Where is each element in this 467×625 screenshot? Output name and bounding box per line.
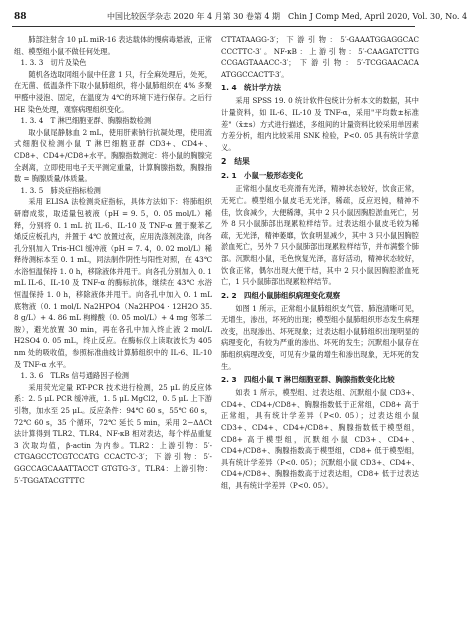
subsubsection-heading: 1. 3. 3 切片及染色 xyxy=(20,58,87,68)
right-column xyxy=(221,34,419,492)
paragraph: CTTATAAGG-3′；下游引物：5′-GAAATGGAGGCAC CCCTTC-3′。NF-κB：上游引物：5′-CAAGATCTTG CCGAGTAAACC-3′；下游引物：5′-TCGGAACACA ATGGCCACTT-3′。 xyxy=(221,35,419,79)
paragraph: 采用 SPSS 19. 0 统计软件包统计分析本文的数据，其中计量资料，如 IL-6、IL-10 及 TNF-α，采用"平均数±标准差"（x̄±s）方式进行描述，多组间的计量资料比较采用单因素方差分析，组内比较采用 SNK 检验，P<0. 05 具有统计学意义。 xyxy=(221,96,419,152)
paragraph: 采用荧光定量 RT-PCR 技术进行检测，25 μL 的反应体系：2. 5 μL PCR 缓冲液，1. 5 μL MgCl2，0. 5 μL 上下游引物，加水至 25 μL。反应条件：94℃ 60 s，55℃ 60 s，72℃ 60 s，35 个循环，72℃ 延长 5 min，采用 2−ΔΔCt 法计算得到 TLR2、TLR4、NF-κB 相对表达，每个样品重复 3 次取均值，β-actin 为内参。TLR2：上游引物：5′-CTGAGCCTCGTCCATG CCACTC-3′；下游引物：5′-GGCCAGCAAATTACCT GTGTG-3′。TLR4：上游引物：5′-TGGATACGTTTC xyxy=(14,382,212,485)
paragraph: 取小鼠尾静脉血 2 mL，使用肝素钠行抗凝处理，使用流式细胞仪检测小鼠 T 淋巴细胞亚群 CD3+、CD4+、CD8+、CD4+/CD8+水平。胸腺指数测定：将小鼠的胸腺完全剥离，立即使用电子天平测定重量，计算胸腺指数，胸腺指数 = 胸腺质量/体质量。 xyxy=(14,127,212,184)
paragraph: 采用 ELISA 法检测炎症指标，具体方法如下：将肺组织研磨成浆，取适量包被液（pH = 9. 5，0. 05 mol/L）稀释，分别将 0. 1 mL 抗 IL-6、IL-10 及 TNF-α 置于聚苯乙烯反应板孔内，并置于 4℃ 放置过夜，应用洗涤剂洗涤，向各孔分别加入 Tris-HCl 缓冲液（pH = 7. 4，0. 02 mol/L）稀释待测标本至 0. 1 mL，同法制作阴性与阳性对照，在 43℃ 水浴恒温保持 1. 0 h，移除液体并甩干。向各孔分别加入 0. 1 mL IL-6、IL-10 及 TNF-α 的酶标抗体，继续在 43℃ 水浴恒温保持 1. 0 h，移除液体并甩干。向各孔中加入 0. 1 mL 底物液（0. 1 mol/L Na2HPO4（Na2HPO4 · 12H2O 35. 8 g/L）+ 4. 86 mL 枸橼酸（0. 05 mol/L）+ 4 mg 邻苯二胺），避光放置 30 min，再在各孔中加入终止液 2 mol/L H2SO4 0. 05 mL，终止反应。在酶标仪上读取波长为 405 nm 处的吸收值，参照标准曲线计算肺组织中的 IL-6、IL-10 及 TNF-α 水平。 xyxy=(14,197,212,369)
subsubsection-heading: 1. 3. 4 T 淋巴细胞亚群、胸腺指数检测 xyxy=(20,116,152,126)
page-number: 88 xyxy=(14,12,27,22)
left-column xyxy=(14,34,212,486)
subsection-heading: 2. 3 四组小鼠 T 淋巴细胞亚群、胸腺指数变化比较 xyxy=(221,375,395,385)
subsubsection-heading: 1. 3. 5 肺炎症指标检测 xyxy=(20,185,101,195)
subsection-heading: 1. 4 统计学方法 xyxy=(221,83,282,93)
paragraph: 如表 1 所示，模型组、过表达组、沉默组小鼠 CD3+、CD4+、CD4+/CD8+、胸腺指数低于正常组，CD8+ 高于正常组，具有统计学差异（P<0. 05）；过表达组小鼠 CD3+、CD4+、CD4+/CD8+、胸腺指数低于模型组，CD8+ 高于模型组，沉默组小鼠 CD3+、CD4+、CD4+/CD8+、胸腺指数高于模型组，CD8+ 低于模型组，具有统计学差异（P<0. 05）；沉默组小鼠 CD3+、CD4+、CD4+/CD8+、胸腺指数高于过表达组，CD8+ 低于过表达组，具有统计学差异（P<0. 05）。 xyxy=(221,388,419,490)
paragraph: 随机各选取同组小鼠中任意 1 只，行全麻处理后，处死，在无菌、低温条件下取小鼠肺组织，将小鼠肺组织在 4% 多聚甲醛中浸泡、固定，在温度为 4℃的环境下进行保存。之后行 HE 染色处理，观察病理组织变化。 xyxy=(14,69,212,114)
paragraph: 如图 1 所示，正常组小鼠肺组织支气管、肺泡清晰可见，无增生，渗出，坏死的出现；模型组小鼠肺组织形态发生病理改变，出现渗出、坏死现象；过表达组小鼠肺组织出现明显的病理变化，有较为严重的渗出、坏死的发生；沉默组小鼠存在肺组织病理改变，可见有少量的增生和渗出现象，无坏死的发生。 xyxy=(221,303,419,371)
subsection-heading: 2. 1 小鼠一般形态变化 xyxy=(221,171,304,181)
paragraph: 肺部注射含 10 μL miR-16 表达载体的慢病毒悬液，正常组、模型组小鼠不做任何处理。 xyxy=(14,35,212,56)
page-header xyxy=(12,8,467,26)
subsection-heading: 2. 2 四组小鼠肺组织病理变化观察 xyxy=(221,290,341,300)
subsubsection-heading: 1. 3. 6 TLRs 信号通路因子检测 xyxy=(20,371,129,381)
paragraph: 正常组小鼠皮毛亮滑有光泽，精神状态较好，饮食正常，无死亡。模型组小鼠皮毛无光泽，稀疏，反应迟钝，精神不佳，饮食减少，大便稀薄，其中 2 只小鼠因胸腔淤血死亡，另外 8 只小鼠肺部出现累粒样结节。过表达组小鼠皮毛较为稀疏，无光泽，精神萎靡，饮食明显减少，其中 3 只小鼠因胸腔淤血死亡，另外 7 只小鼠肺部出现累粒样结节，并布满整个肺部。沉默组小鼠，毛色恢复光泽，喜好活动，精神状态较好，饮食正常，偶尔出现大便干结，其中 2 只小鼠因胸腔淤血死亡，1 只小鼠肺部出现累粒样结节。 xyxy=(221,184,419,287)
running-title: 中国比较医学杂志 2020 年 4 月第 30 卷第 4 期 Chin J Comp Med, April 2020, Vol. 30, No. 4 xyxy=(107,12,467,21)
section-heading: 2 结果 xyxy=(221,157,250,167)
header-rule xyxy=(12,26,415,27)
